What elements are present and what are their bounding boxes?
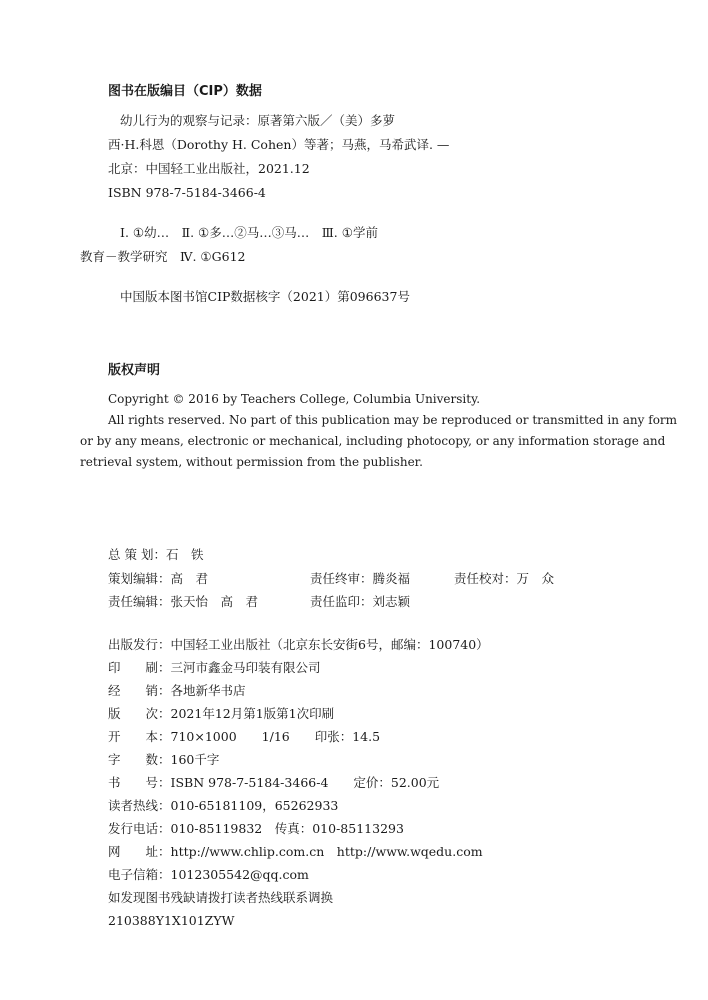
website-label: 网 址：	[108, 844, 171, 859]
edition-value: 2021年12月第1版第1次印刷	[170, 706, 335, 721]
proofread	[454, 571, 554, 587]
copyright-heading: 版权声明	[108, 363, 161, 378]
cip-class-line-2: 教育－教学研究 Ⅳ. ①G612	[80, 249, 246, 264]
distributor-row	[108, 683, 246, 699]
plan-editor-value: 高 君	[170, 571, 209, 586]
printer-label: 印 刷：	[108, 660, 171, 675]
cip-line-2: 西·H.科恩（Dorothy H. Cohen）等著；马燕，马希武译. —	[108, 137, 450, 152]
planner-label: 总 策 划：	[108, 547, 166, 562]
hotline-row	[108, 798, 338, 814]
supervisor	[310, 594, 410, 610]
replacement-notice: 如发现图书残缺请拨打读者热线联系调换	[108, 890, 334, 905]
phone-label: 发行电话：	[108, 821, 171, 836]
hotline-label: 读者热线：	[108, 798, 171, 813]
printer-row	[108, 660, 321, 676]
words-row	[108, 752, 219, 768]
copyright-line-4: retrieval system, without permission from the publisher.	[80, 455, 423, 469]
edition-row	[108, 706, 334, 722]
words-value: 160千字	[170, 752, 220, 767]
proofread-label: 责任校对：	[454, 571, 517, 586]
distributor-label: 经 销：	[108, 683, 171, 698]
format-value: 710×1000 1/16 印张：14.5	[170, 729, 381, 744]
proofread-value: 万 众	[516, 571, 555, 586]
product-code: 210388Y1X101ZYW	[108, 913, 235, 928]
isbn-value: ISBN 978-7-5184-3466-4 定价：52.00元	[170, 775, 440, 790]
cip-line-3: 北京：中国轻工业出版社，2021.12	[108, 161, 310, 176]
distributor-value: 各地新华书店	[170, 683, 246, 698]
format-label: 开 本：	[108, 729, 171, 744]
printer-value: 三河市鑫金马印装有限公司	[170, 660, 321, 675]
staff-row-3	[108, 594, 258, 610]
edition-label: 版 次：	[108, 706, 171, 721]
staff-row-2	[108, 571, 208, 587]
phone-row	[108, 821, 404, 837]
hotline-value: 010-65181109，65262933	[170, 798, 339, 813]
isbn-label: 书 号：	[108, 775, 171, 790]
staff-row-1	[108, 547, 203, 563]
final-review-label: 责任终审：	[310, 571, 373, 586]
copyright-line-1: Copyright © 2016 by Teachers College, Columbia University.	[108, 392, 481, 406]
cip-class-line-1: Ⅰ. ①幼… Ⅱ. ①多…②马…③马… Ⅲ. ①学前	[120, 225, 378, 240]
website-value: http://www.chlip.com.cn http://www.wqedu.com	[170, 844, 483, 859]
final-review-value: 腾炎福	[372, 571, 411, 586]
copyright-line-2: All rights reserved. No part of this publication may be reproduced or transmitted in any form	[108, 413, 678, 427]
publisher-value: 中国轻工业出版社（北京东长安街6号，邮编：100740）	[170, 637, 489, 652]
plan-editor-label: 策划编辑：	[108, 571, 171, 586]
email-value: 1012305542@qq.com	[170, 867, 309, 882]
isbn-row	[108, 775, 439, 791]
planner-value: 石 铁	[165, 547, 204, 562]
resp-editor-value: 张天怡 高 君	[170, 594, 259, 609]
cip-isbn: ISBN 978-7-5184-3466-4	[108, 185, 266, 200]
final-review	[310, 571, 410, 587]
cip-heading: 图书在版编目（CIP）数据	[108, 84, 262, 99]
words-label: 字 数：	[108, 752, 171, 767]
format-row	[108, 729, 380, 745]
email-row	[108, 867, 309, 883]
email-label: 电子信箱：	[108, 867, 171, 882]
publisher-row	[108, 637, 489, 653]
supervisor-label: 责任监印：	[310, 594, 373, 609]
website-row	[108, 844, 483, 860]
copyright-line-3: or by any means, electronic or mechanical, including photocopy, or any information storage and	[80, 434, 666, 448]
resp-editor-label: 责任编辑：	[108, 594, 171, 609]
cip-number: 中国版本图书馆CIP数据核字（2021）第096637号	[120, 289, 410, 304]
phone-value: 010-85119832 传真：010-85113293	[170, 821, 404, 836]
cip-line-1: 幼儿行为的观察与记录：原著第六版／（美）多萝	[120, 113, 396, 128]
supervisor-value: 刘志颖	[372, 594, 411, 609]
publisher-label: 出版发行：	[108, 637, 171, 652]
